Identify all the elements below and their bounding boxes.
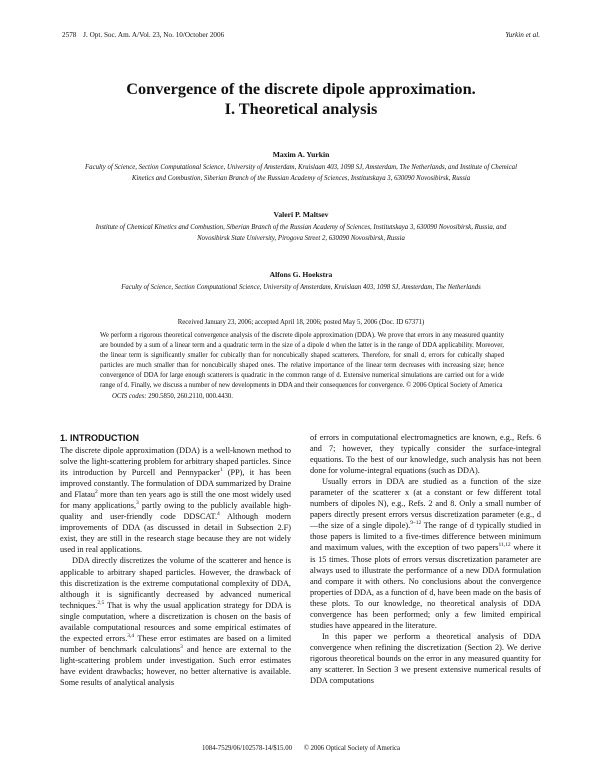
reference-superscript: 2 [94,489,98,496]
abstract [100,331,504,402]
header-left [62,31,229,39]
section-heading [60,432,291,444]
paragraph: of errors in computational electromagnetics are known, e.g., Refs. 6 and 7; however, they typically consider the surface-integral equations. To the best of our knowledge, such analysis has not been done for volume-integral equations (such as DDA). [310,433,541,476]
text-run: (PP), it has been improved constantly. The formulation of DDA summarized by Draine and Flatau [60,468,291,500]
paragraph [60,445,291,555]
ocis-label: OCIS codes: [112,392,147,400]
author-name: Maxim A. Yurkin [272,150,330,159]
reference-superscript: 2,5 [97,599,105,606]
paragraph [310,476,541,631]
text-run: and hence are external to the light-scattering problem under investigation. Such error estimates have evident drawbacks; however, no better alternative is available. Some results of analytical analysis [60,644,292,687]
paper-title [62,79,540,119]
running-author: Yurkin et al. [505,31,540,39]
author-name: Alfons G. Hoekstra [269,270,333,279]
reference-superscript: 3 [180,643,183,650]
page-footer [62,745,540,752]
running-header [62,31,540,39]
author-affiliation: Institute of Chemical Kinetics and Combustion, Siberian Branch of the Russian Academy of Sciences, Institutskaya 3, 630090 Novosibirsk, Russia, and Novosibirsk State University, Pirogova Street 2, 630090 Novosibirsk, Russia [95,224,507,242]
reference-superscript: 9–12 [410,520,422,527]
ocis-codes [112,392,504,402]
title-line-1: Convergence of the discrete dipole approximation. [126,79,476,98]
author-affiliation: Faculty of Science, Section Computational Science, University of Amsterdam, Kruislaan 403, 1098 SJ, Amsterdam, The Netherlands, and Institute of Chemical Kinetics and Combustion, Siberian Branch of the Russian Academy of Sciences, Institutskaya 3, 630090 Novosibirsk, Russia [85,164,517,182]
text-run: The discrete dipole approximation (DDA) is a well-known method to solve the light-scattering problem for arbitrary shaped particles. Since its introduction by Purcell and Pennypacker [60,446,291,478]
author-name: Valeri P. Maltsev [273,210,329,219]
ocis-values: 290.5850, 260.2110, 000.4430. [148,392,233,400]
right-column [310,432,541,686]
reference-superscript: 3 [136,500,139,507]
page-number: 2578 [62,31,77,39]
text-run: Usually errors in DDA are studied as a function of the size parameter of the scatterer x (at a constant or few different total numbers of dipoles N), e.g., Refs. 2 and 8. Only a small number of papers directly present errors versus discretization parameter (e.g., d—the size of a single dipole). [310,477,541,531]
text-run: That is why the usual application strategy for DDA is single computation, where a discretization is chosen on the basis of available computational resources and some empirical estimates of the expected errors. [60,600,291,643]
paragraph: In this paper we perform a theoretical analysis of DDA convergence when refining the discretization (Section 2). We derive rigorous theoretical bounds on the error in any measured quantity for any scatterer. In Section 3 we present extensive numerical results of DDA computations [310,631,541,686]
text-run: partly owing to the publicly available high-quality and user-friendly code DDSCAT. [60,501,291,522]
text-run: The range of d typically studied in those papers is limited to a five-times difference between minimum and maximum values, with the exception of two papers [310,521,541,553]
title-line-2: I. Theoretical analysis [224,99,378,118]
reference-superscript: 3,4 [127,632,135,639]
text-run: DDA directly discretizes the volume of the scatterer and hence is applicable to arbitrary shaped particles. However, the drawback of this discretization is the extreme computational complexity of DDA, although it is significantly decreased by advanced numerical techniques. [60,556,291,610]
abstract-text: We perform a rigorous theoretical convergence analysis of the discrete dipole approximation (DDA). We prove that errors in any measured quantity are bounded by a sum of a linear term and a quadratic term in the size of a dipole d when the latter is in the range of DDA applicability. Moreover, the linear term is significantly smaller for cubically than for noncubically shaped scatterers. Therefore, for small d, errors for cubically shaped particles are much smaller than for noncubically shaped ones. The relative importance of the linear term decreases with increasing size; hence convergence of DDA for large enough scatterers is quadratic in the common range of d. Extensive numerical simulations are carried out for a wide range of d. Finally, we discuss a number of new developments in DDA and their consequences for convergence. © 2006 Optical Society of America [100,332,504,390]
issn: 1084-7529/06/102578-14/$15.00 [201,745,292,752]
reference-superscript: 1 [219,467,223,474]
footer-copyright: © 2006 Optical Society of America [303,745,401,752]
received-dates: Received January 23, 2006; accepted April 18, 2006; posted May 5, 2006 (Doc. ID 67371) [177,319,425,326]
text-run: These error estimates are based on a limited number of benchmark calculations [60,633,291,654]
paragraph [60,555,291,688]
journal-citation: J. Opt. Soc. Am. A/Vol. 23, No. 10/October 2006 [83,31,225,39]
author-affiliation: Faculty of Science, Section Computational Science, University of Amsterdam, Kruislaan 403, 1098 SJ, Amsterdam, The Netherlands [121,284,481,291]
text-run: more than ten years ago is still the one most widely used for many applications, [60,490,291,511]
section-title: INTRODUCTION [70,433,140,443]
left-column [60,432,291,688]
section-number: 1. [60,433,68,443]
reference-superscript: 4 [217,511,220,518]
text-run: where it is 15 times. Those plots of errors versus discretization parameter are always used to illustrate the performance of a new DDA formulation and compare it with others. No conclusions about the convergence properties of DDA, as a function of d, have been made on the basis of these plots. To our knowledge, no theoretical analysis of DDA convergence has been performed; only a few limited empirical studies have appeared in the literature. [310,543,541,630]
text-run: Although modern improvements of DDA (as discussed in detail in Subsection 2.F) exist, they are still in the research stage because they are not widely used in real applications. [60,512,291,555]
reference-superscript: 11,12 [498,542,511,549]
